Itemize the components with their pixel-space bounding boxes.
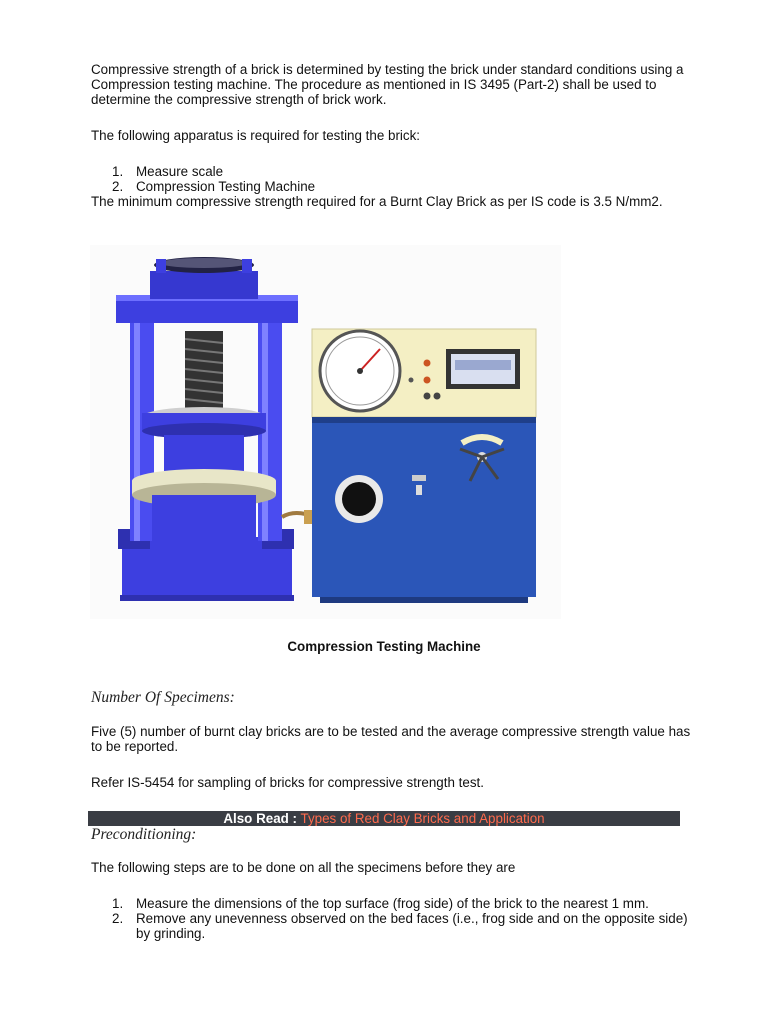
also-read-link[interactable]: Types of Red Clay Bricks and Application bbox=[300, 811, 545, 826]
specimens-heading: Number Of Specimens: bbox=[91, 689, 235, 706]
also-read-banner bbox=[88, 811, 680, 826]
list-item bbox=[91, 896, 691, 911]
preconditioning-steps bbox=[91, 896, 691, 941]
list-number: 2. bbox=[112, 911, 124, 926]
list-item bbox=[91, 179, 691, 194]
also-read-label: Also Read : bbox=[223, 811, 298, 826]
list-item-text: Measure scale bbox=[136, 164, 224, 179]
list-item bbox=[91, 911, 691, 941]
preconditioning-intro: The following steps are to be done on all the specimens before they are bbox=[91, 860, 516, 875]
list-number: 1. bbox=[112, 896, 124, 911]
list-item bbox=[91, 164, 691, 179]
figure-caption: Compression Testing Machine bbox=[287, 639, 481, 654]
preconditioning-heading: Preconditioning: bbox=[91, 826, 197, 843]
list-item-text: Measure the dimensions of the top surface (frog side) of the brick to the nearest 1 mm. bbox=[136, 896, 649, 911]
list-item-text: Compression Testing Machine bbox=[136, 179, 316, 194]
sampling-paragraph: Refer IS-5454 for sampling of bricks for compressive strength test. bbox=[91, 775, 484, 790]
compression-testing-machine-image bbox=[90, 245, 561, 619]
list-item-text: Remove any unevenness observed on the bed faces (i.e., frog side and on the opposite side) by grinding. bbox=[136, 911, 688, 941]
apparatus-intro: The following apparatus is required for testing the brick: bbox=[91, 128, 420, 143]
minimum-strength-paragraph: The minimum compressive strength required for a Burnt Clay Brick as per IS code is 3.5 N/mm2. bbox=[91, 194, 663, 209]
specimens-paragraph: Five (5) number of burnt clay bricks are to be tested and the average compressive strength value has to be reported. bbox=[91, 724, 691, 754]
list-number: 2. bbox=[112, 179, 124, 194]
list-number: 1. bbox=[112, 164, 124, 179]
apparatus-list bbox=[91, 164, 691, 194]
intro-paragraph: Compressive strength of a brick is determined by testing the brick under standard conditions using a Compression testing machine. The procedure as mentioned in IS 3495 (Part-2) shall be used to determine the compressive strength of brick work. bbox=[91, 62, 684, 107]
